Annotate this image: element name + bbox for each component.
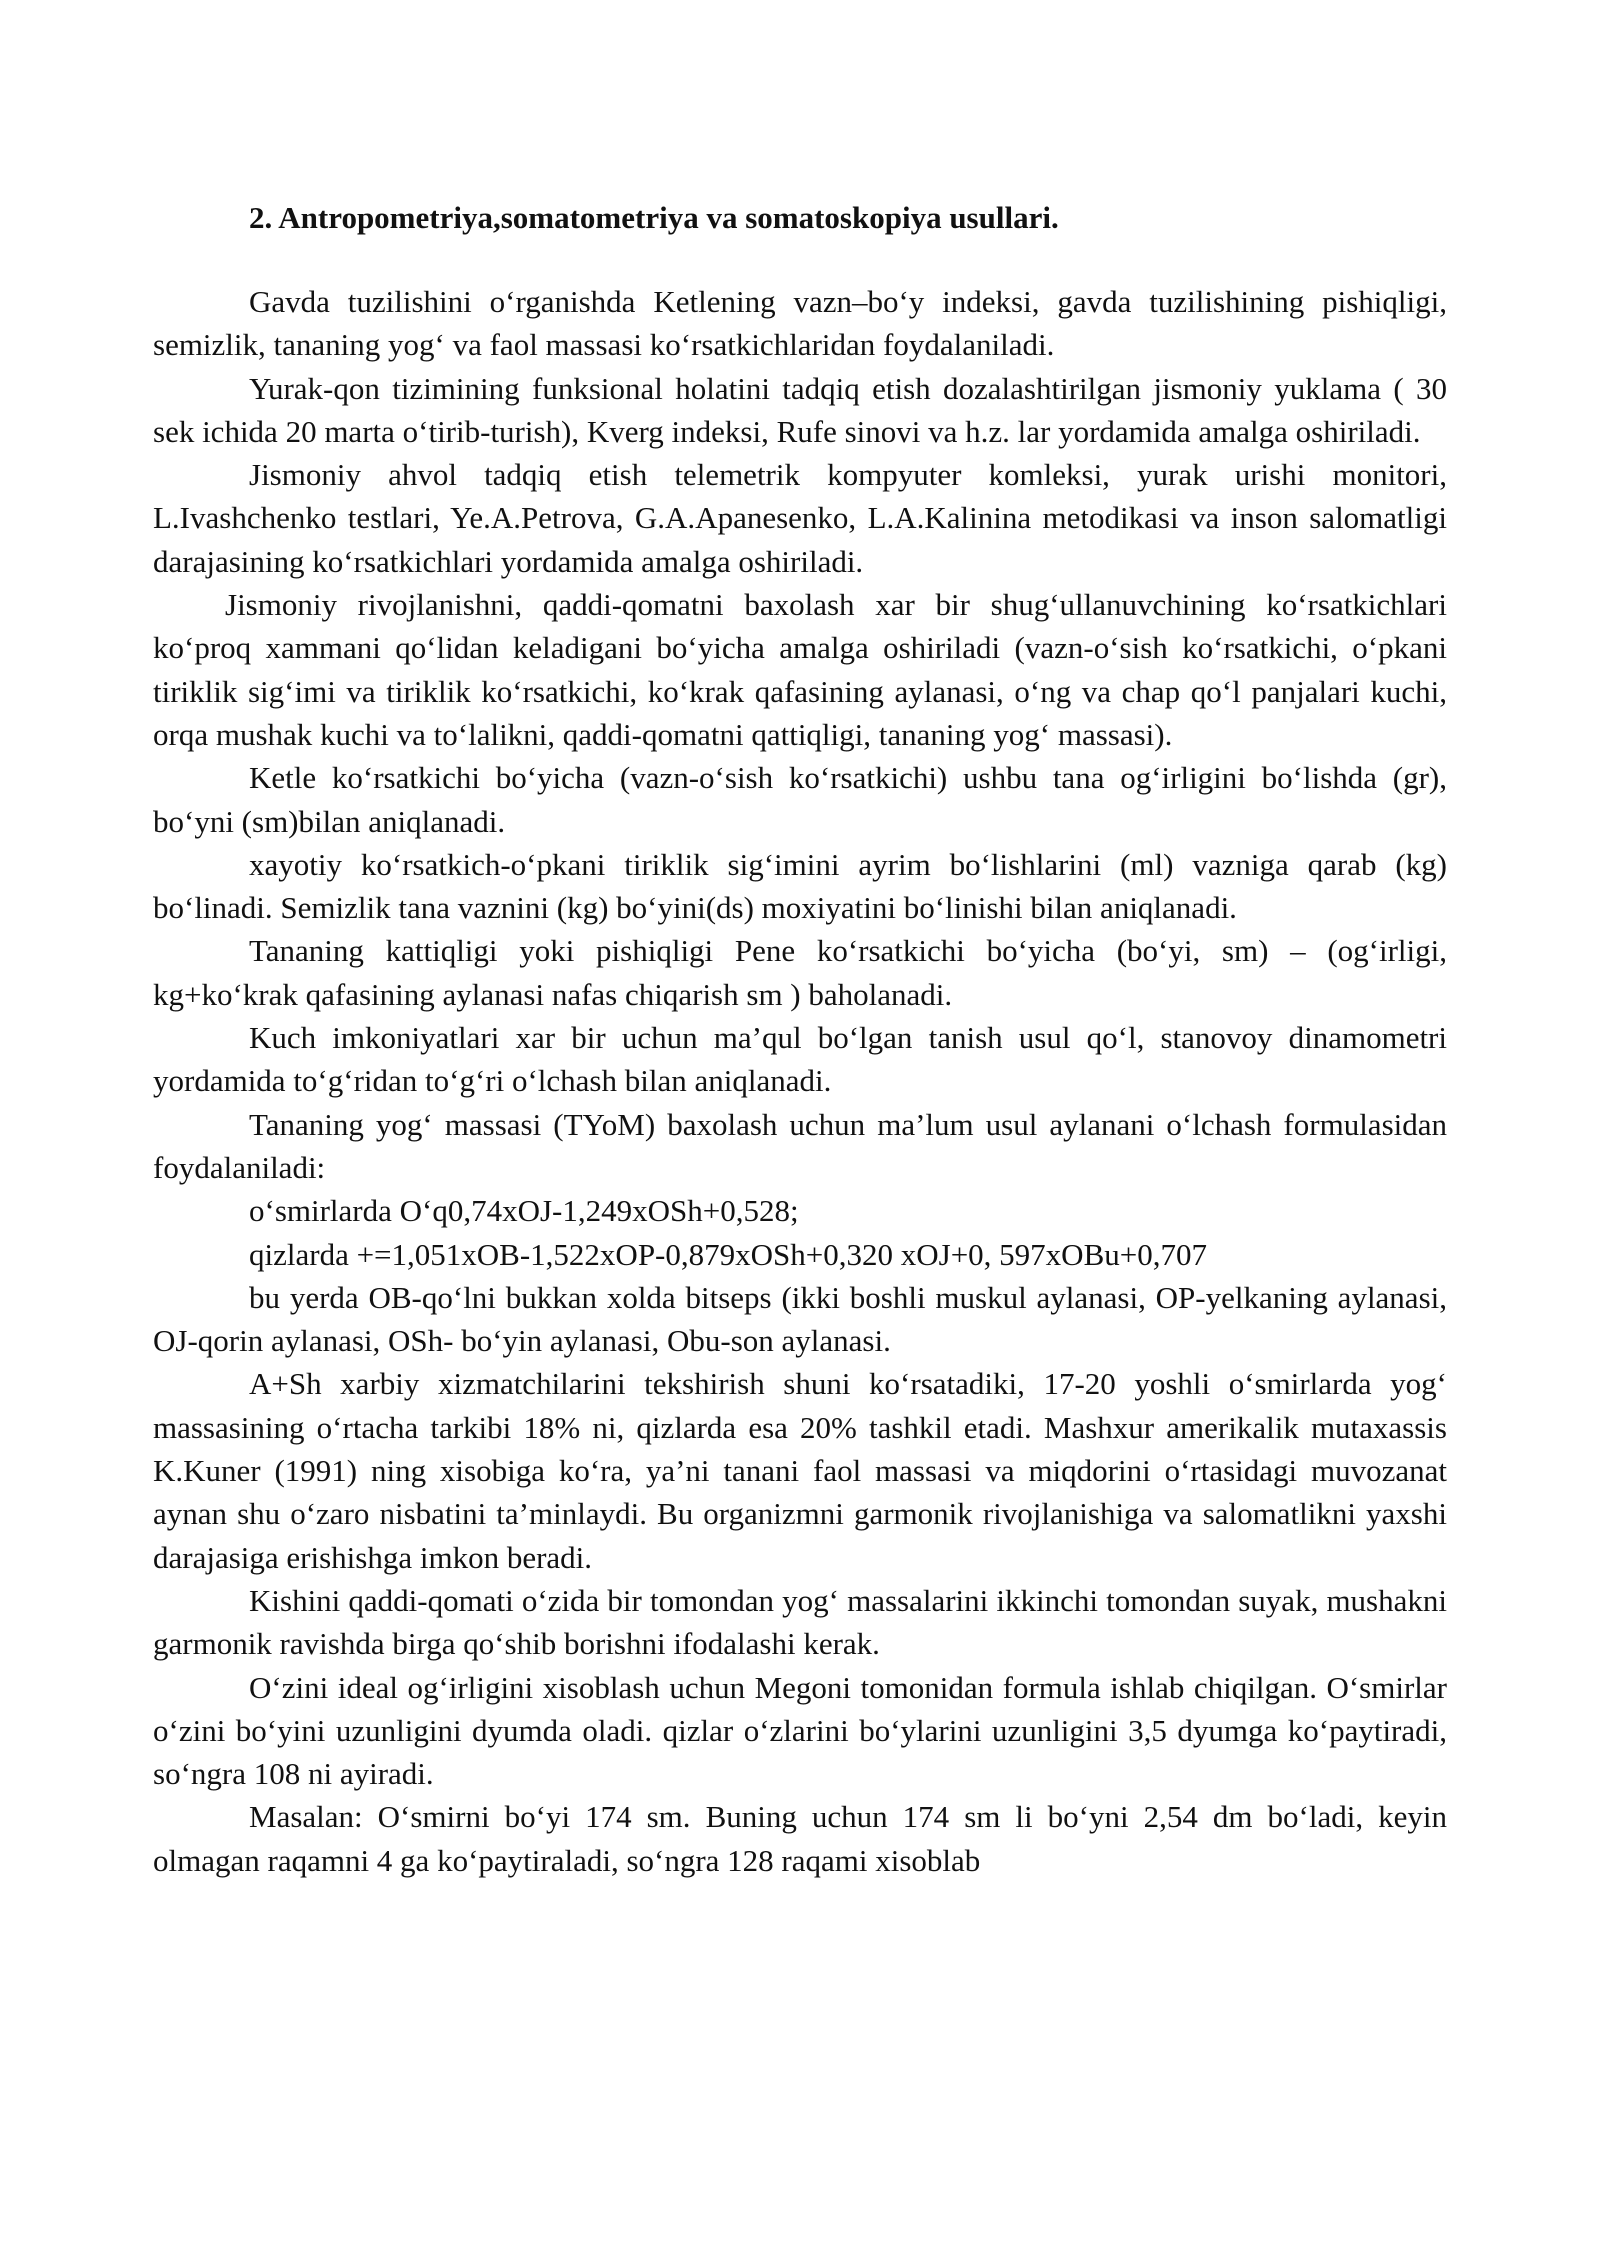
paragraph: bu yerda OB-qo‘lni bukkan xolda bitseps (ikki boshli muskul aylanasi, OP-yelkaning aylanasi, OJ-qorin aylanasi, OSh- bo‘yin aylanasi, Obu-son aylanasi. bbox=[153, 1279, 1447, 1359]
paragraph: xayotiy ko‘rsatkich-o‘pkani tiriklik sig‘imini ayrim bo‘lishlarini (ml) vazniga qarab (kg) bo‘linadi. Semizlik tana vaznini (kg) bo‘yini(ds) moxiyatini bo‘linishi bilan aniqlanadi. bbox=[153, 846, 1447, 926]
paragraph: Jismoniy rivojlanishni, qaddi-qomatni baxolash xar bir shug‘ullanuvchining ko‘rsatkichlari ko‘proq xammani qo‘lidan keladigani bo‘yicha amalga oshiriladi (vazn-o‘sish ko‘rsatkichi, o‘pkani tiriklik sig‘imi va tiriklik ko‘rsatkichi, ko‘krak qafasining aylanasi, o‘ng va chap qo‘l panjalari kuchi, orqa mushak kuchi va to‘lalikni, qaddi-qomatni qattiqligi, tananing yog‘ massasi). bbox=[153, 587, 1447, 752]
paragraph: Gavda tuzilishini o‘rganishda Ketlening vazn–bo‘y indeksi, gavda tuzilishining pishiqligi, semizlik, tananing yog‘ va faol massasi ko‘rsatkichlaridan foydalaniladi. bbox=[153, 284, 1447, 363]
formula-line: qizlarda +=1,051xOB-1,522xOP-0,879xOSh+0,320 xOJ+0, 597xOBu+0,707 bbox=[249, 1236, 1207, 1272]
paragraph: Tananing yog‘ massasi (TYoM) baxolash uchun ma’lum usul aylanani o‘lchash formulasidan foydalaniladi: bbox=[153, 1106, 1447, 1185]
document-page bbox=[153, 196, 1447, 1882]
paragraph: Yurak-qon tizimining funksional holatini tadqiq etish dozalashtirilgan jismoniy yuklama ( 30 sek ichida 20 marta o‘tirib-turish), Kverg indeksi, Rufe sinovi va h.z. lar yordamida amalga oshiriladi. bbox=[153, 370, 1447, 449]
paragraph: Masalan: O‘smirni bo‘yi 174 sm. Buning uchun 174 sm li bo‘yni 2,54 dm bo‘ladi, keyin olmagan raqamni 4 ga ko‘paytiraladi, so‘ngra 128 raqami xisoblab bbox=[153, 1799, 1447, 1878]
paragraph: O‘zini ideal og‘irligini xisoblash uchun Megoni tomonidan formula ishlab chiqilgan. O‘smirlar o‘zini bo‘yini uzunligini dyumda oladi. qizlar o‘zlarini bo‘ylarini uzunligini 3,5 dyumga ko‘paytiradi, so‘ngra 108 ni ayiradi. bbox=[153, 1669, 1447, 1792]
paragraph: Tananing kattiqligi yoki pishiqligi Pene ko‘rsatkichi bo‘yicha (bo‘yi, sm) – (og‘irligi, kg+ko‘krak qafasining aylanasi nafas chiqarish sm ) baholanadi. bbox=[153, 933, 1447, 1012]
paragraph: Jismoniy ahvol tadqiq etish telemetrik kompyuter komleksi, yurak urishi monitori, L.Ivashchenko testlari, Ye.A.Petrova, G.A.Apanesenko, L.A.Kalinina metodikasi va inson salomatligi darajasining ko‘rsatkichlari yordamida amalga oshiriladi. bbox=[153, 457, 1447, 579]
section-heading: 2. Antropometriya,somatometriya va somatoskopiya usullari. bbox=[249, 200, 1059, 235]
paragraph: Kuch imkoniyatlari xar bir uchun ma’qul bo‘lgan tanish usul qo‘l, stanovoy dinamometri yordamida to‘g‘ridan to‘g‘ri o‘lchash bilan aniqlanadi. bbox=[153, 1020, 1447, 1099]
paragraph: Ketle ko‘rsatkichi bo‘yicha (vazn-o‘sish ko‘rsatkichi) ushbu tana og‘irligini bo‘lishda (gr), bo‘yni (sm)bilan aniqlanadi. bbox=[153, 760, 1447, 839]
paragraph: Kishini qaddi-qomati o‘zida bir tomondan yog‘ massalarini ikkinchi tomondan suyak, mushakni garmonik ravishda birga qo‘shib borishni ifodalashi kerak. bbox=[153, 1582, 1447, 1662]
formula-line: o‘smirlarda O‘q0,74xOJ-1,249xOSh+0,528; bbox=[249, 1193, 799, 1229]
paragraph: A+Sh xarbiy xizmatchilarini tekshirish shuni ko‘rsatadiki, 17-20 yoshli o‘smirlarda yog‘ massasining o‘rtacha tarkibi 18% ni, qizlarda esa 20% tashkil etadi. Mashxur amerikalik mutaxassis K.Kuner (1991) ning xisobiga ko‘ra, ya’ni tanani faol massasi va miqdorini o‘rtasidagi muvozanat aynan shu o‘zaro nisbatini ta’minlaydi. Bu organizmni garmonik rivojlanishiga va salomatlikni yaxshi darajasiga erishishga imkon beradi. bbox=[153, 1366, 1447, 1575]
